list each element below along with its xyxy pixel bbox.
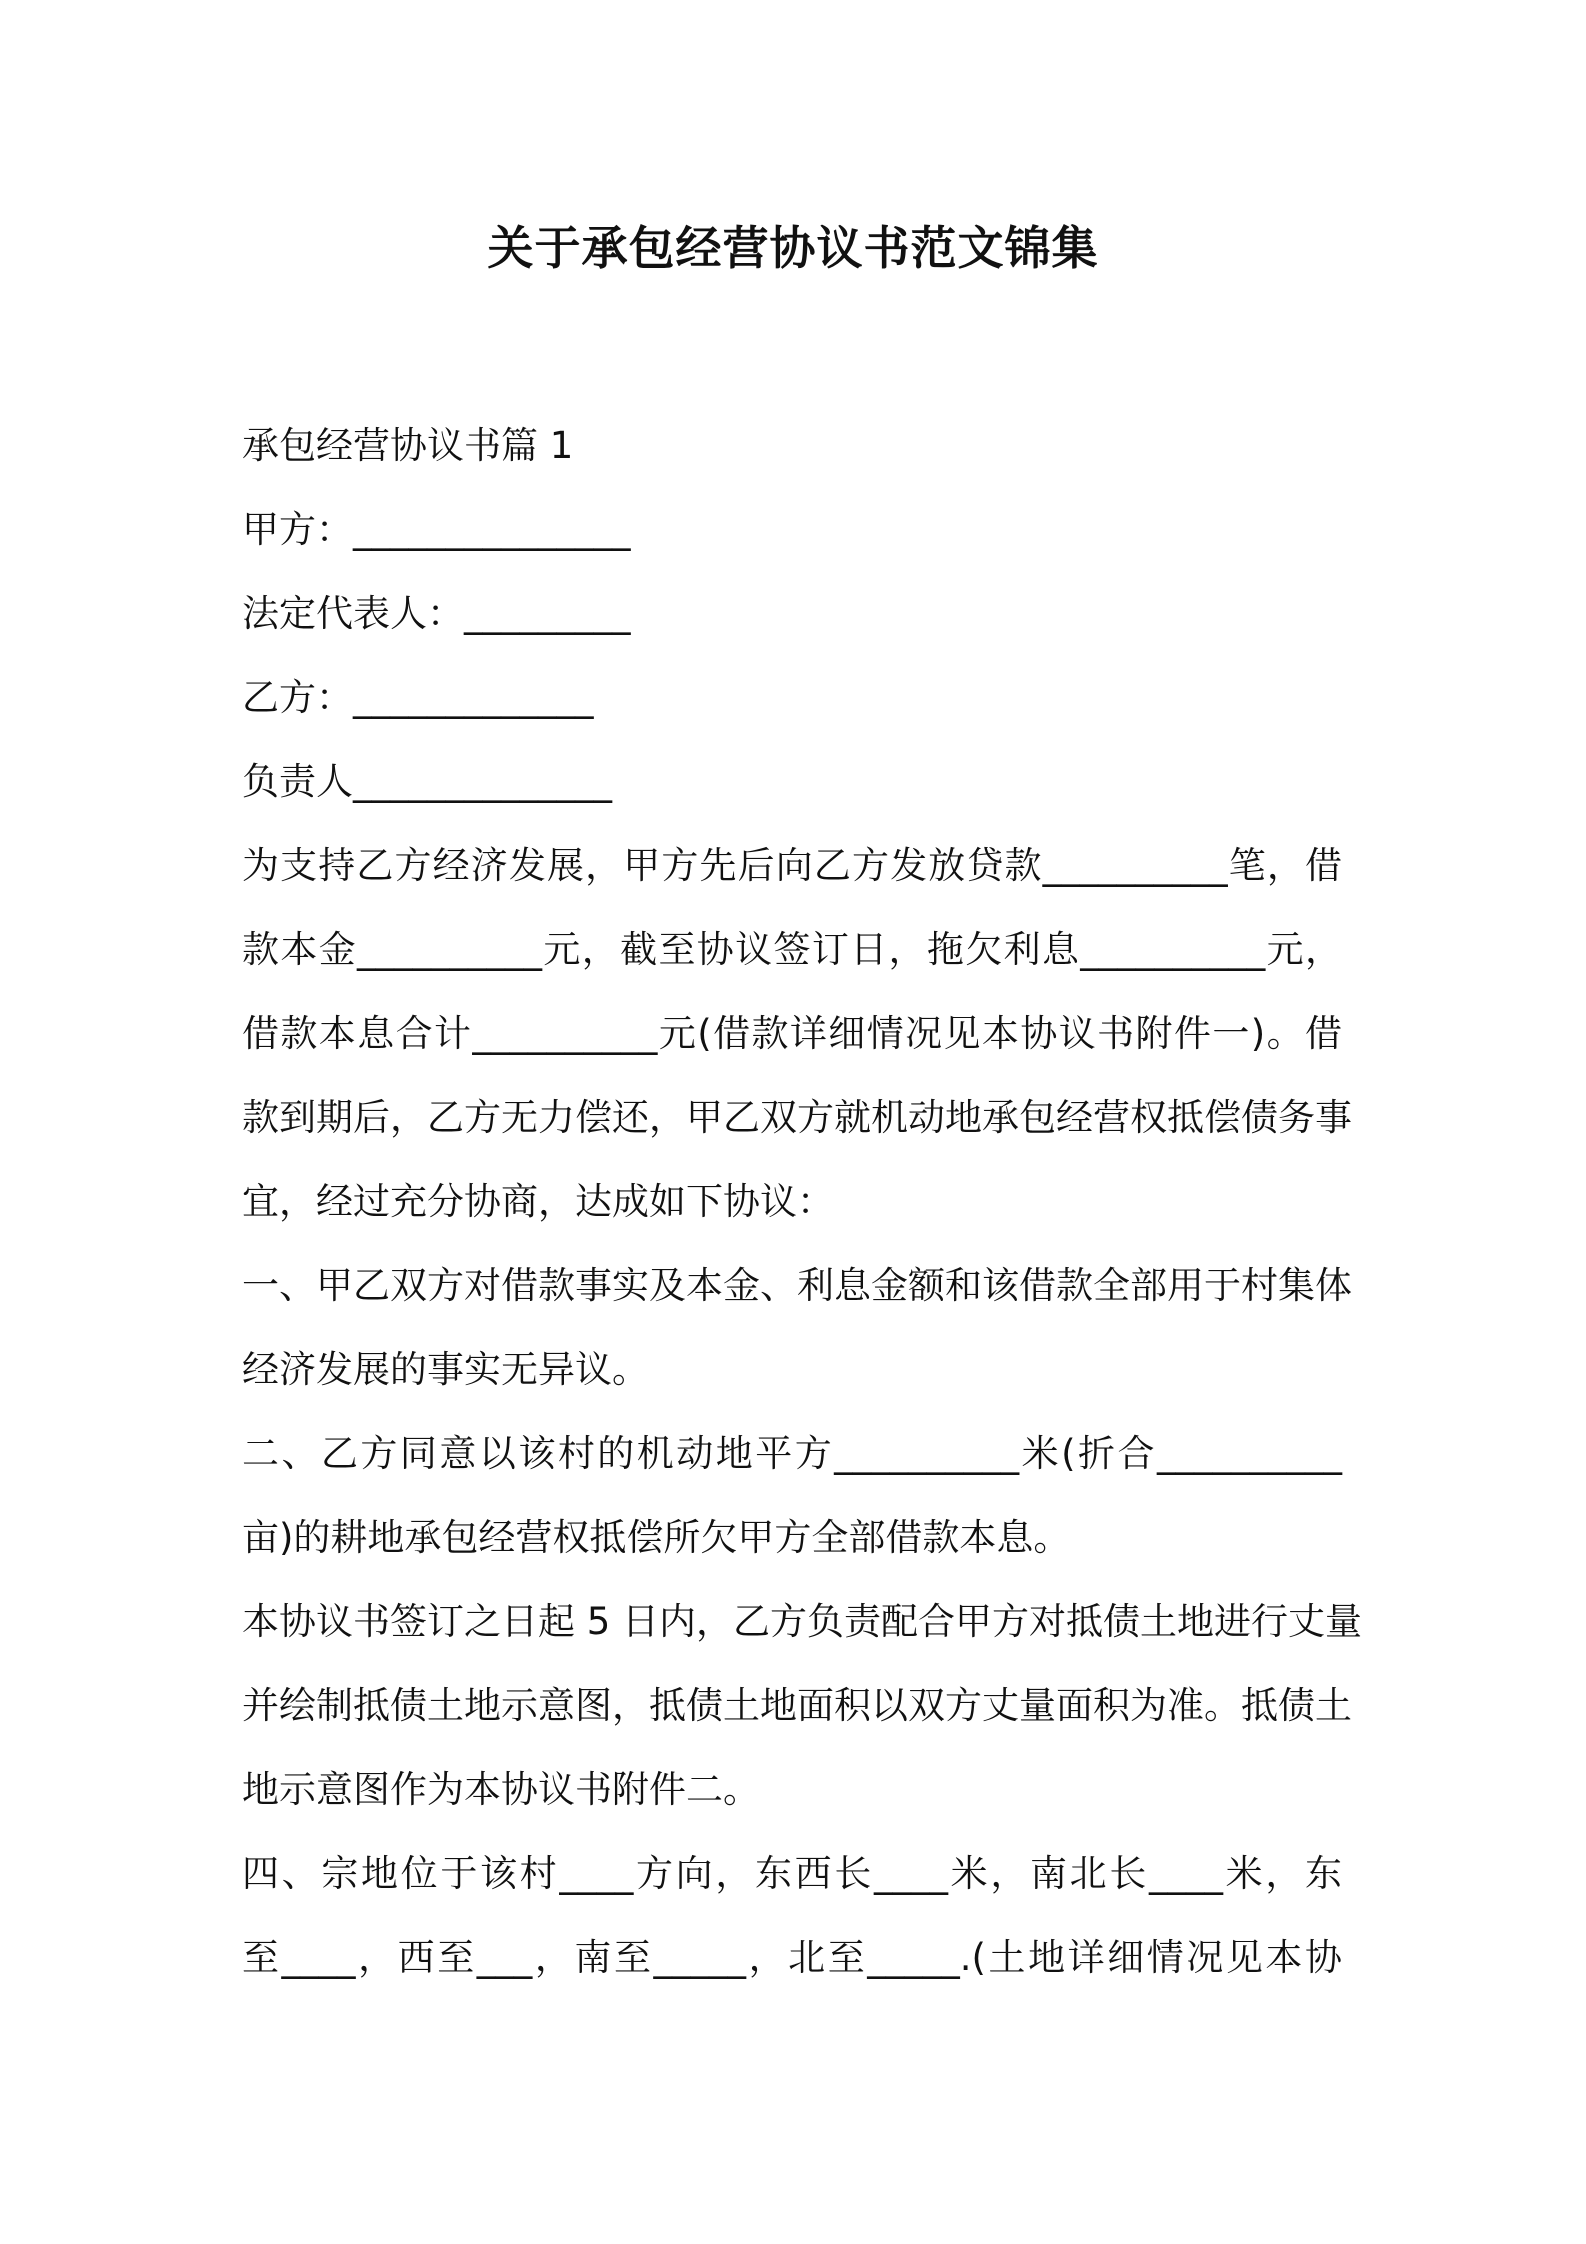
clause-four-line: 至____，西至___，南至_____，北至_____.(土地详细情况见本协 bbox=[242, 1936, 1342, 1979]
paragraph-line: 款到期后，乙方无力偿还，甲乙双方就机动地承包经营权抵偿债务事 bbox=[242, 1096, 1352, 1139]
clause-one-line: 经济发展的事实无异议。 bbox=[242, 1348, 649, 1391]
legal-representative-line: 法定代表人：_________ bbox=[242, 592, 631, 635]
paragraph-line: 宜，经过充分协商，达成如下协议： bbox=[242, 1180, 834, 1223]
clause-one-line: 一、甲乙双方对借款事实及本金、利息金额和该借款全部用于村集体 bbox=[242, 1264, 1352, 1307]
paragraph-line: 款本金__________元，截至协议签订日，拖欠利息__________元， bbox=[242, 928, 1342, 971]
paragraph-line: 为支持乙方经济发展，甲方先后向乙方发放贷款__________笔，借 bbox=[242, 844, 1342, 887]
responsible-person-line: 负责人______________ bbox=[242, 760, 612, 803]
clause-four-line: 四、宗地位于该村____方向，东西长____米，南北长____米，东 bbox=[242, 1852, 1342, 1895]
clause-three-line: 并绘制抵债土地示意图，抵债土地面积以双方丈量面积为准。抵债土 bbox=[242, 1684, 1352, 1727]
clause-two-line: 亩)的耕地承包经营权抵偿所欠甲方全部借款本息。 bbox=[242, 1516, 1071, 1559]
clause-two-line: 二、乙方同意以该村的机动地平方__________米(折合__________ bbox=[242, 1432, 1342, 1475]
clause-three-line: 本协议书签订之日起 5 日内，乙方负责配合甲方对抵债土地进行丈量 bbox=[242, 1600, 1363, 1643]
document-title: 关于承包经营协议书范文锦集 bbox=[487, 221, 1099, 275]
clause-three-line: 地示意图作为本协议书附件二。 bbox=[242, 1768, 760, 1811]
party-b-line: 乙方：_____________ bbox=[242, 676, 594, 719]
paragraph-line: 借款本息合计__________元(借款详细情况见本协议书附件一)。借 bbox=[242, 1012, 1342, 1055]
section-heading: 承包经营协议书篇 1 bbox=[242, 424, 574, 467]
party-a-line: 甲方：_______________ bbox=[242, 508, 631, 551]
document-body bbox=[242, 404, 1363, 2000]
